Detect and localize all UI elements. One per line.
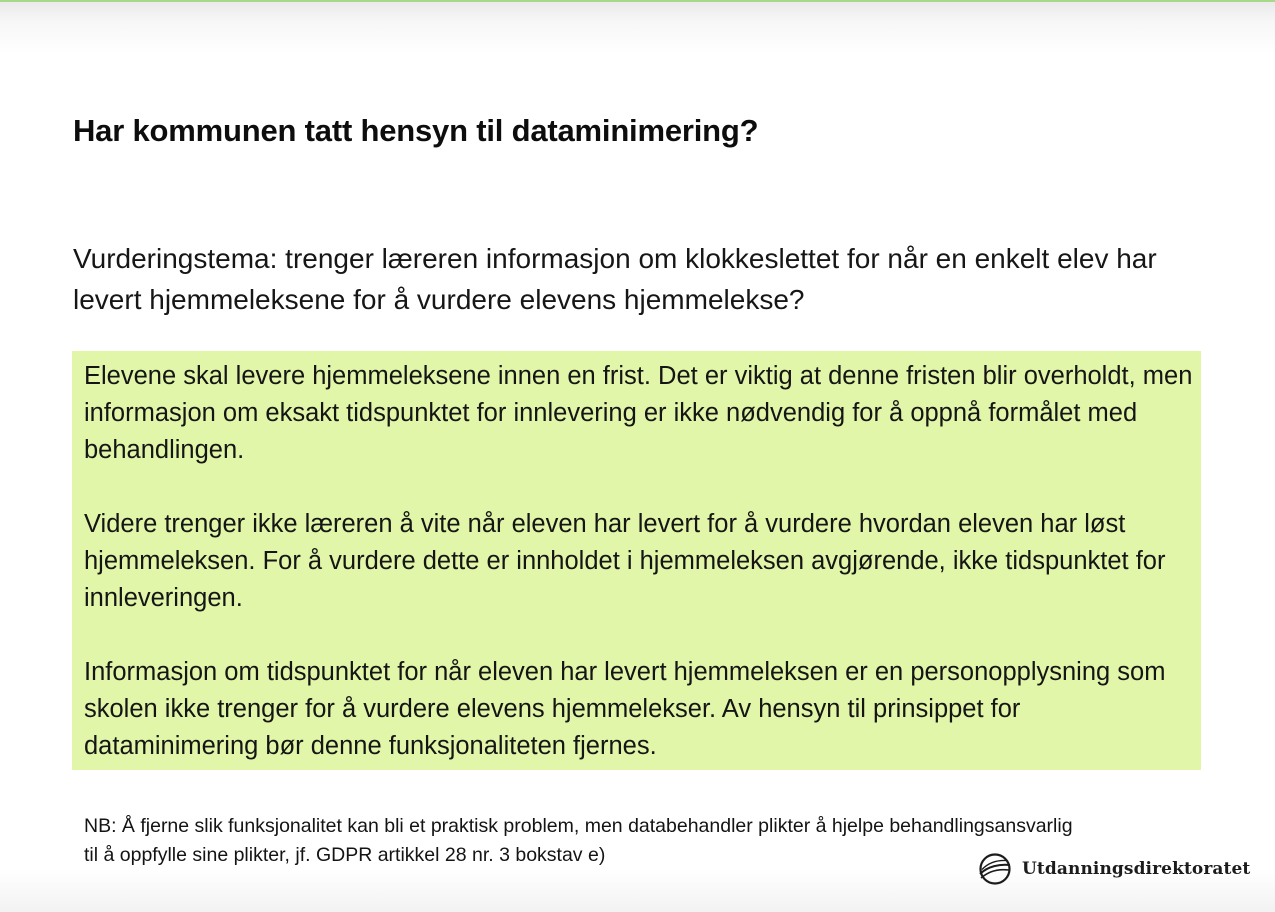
answer-paragraph: Videre trenger ikke læreren å vite når eleven har levert for å vurdere hvordan eleven har løst hjemmeleksen. For å vurdere dette er innholdet i hjemmeleksen avgjørende, ikke tidspunktet for innleveringen.	[84, 510, 1166, 612]
top-accent-rule	[0, 0, 1275, 2]
footnote: NB: Å fjerne slik funksjonalitet kan bli et praktisk problem, men databehandler plikter å hjelpe behandlingsansvarlig til å oppfylle sine plikter, jf. GDPR artikkel 28 nr. 3 bokstav e)	[84, 815, 1073, 866]
answer-highlight-box	[72, 351, 1201, 770]
logo-wordmark: Utdanningsdirektoratet	[1022, 859, 1251, 879]
slide-title: Har kommunen tatt hensyn til dataminimering?	[73, 113, 759, 148]
assessment-question: Vurderingstema: trenger læreren informasjon om klokkeslettet for når en enkelt elev har levert hjemmeleksene for å vurdere elevens hjemmelekse?	[73, 243, 1157, 315]
answer-paragraph: Informasjon om tidspunktet for når eleven har levert hjemmeleksen er en personopplysning som skolen ikke trenger for å vurdere elevens hjemmelekser. Av hensyn til prinsippet for dataminimering bør denne funksjonaliteten fjernes.	[84, 658, 1166, 760]
answer-paragraph: Elevene skal levere hjemmeleksene innen en frist. Det er viktig at denne fristen blir overholdt, men informasjon om eksakt tidspunktet for innlevering er ikke nødvendig for å oppnå formålet med behandlingen.	[84, 362, 1193, 464]
udir-logo	[978, 852, 1250, 886]
udir-logo-icon	[978, 852, 1012, 886]
